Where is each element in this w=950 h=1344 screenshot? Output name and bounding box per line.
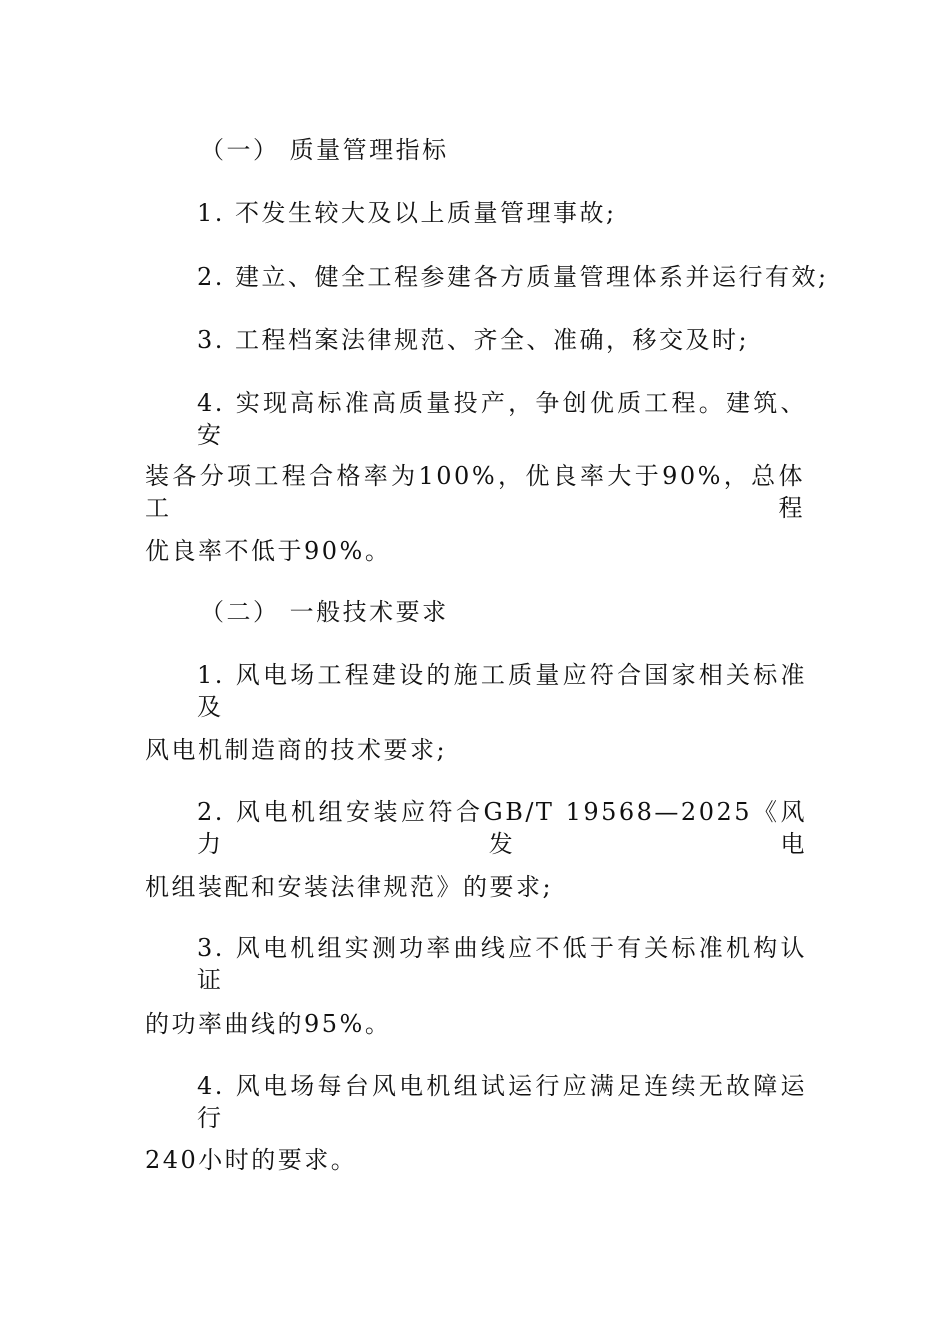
list-item-tech-2-line-1: 2. 风电机组安装应符合GB/T 19568—2025《风力发电 xyxy=(197,798,807,858)
list-item-quality-4-line-3: 优良率不低于90%。 xyxy=(145,537,392,565)
section-heading-quality: （一） 质量管理指标 xyxy=(200,136,449,164)
list-item-quality-1: 1. 不发生较大及以上质量管理事故; xyxy=(197,199,617,227)
list-item-quality-2: 2. 建立、健全工程参建各方质量管理体系并运行有效; xyxy=(197,263,829,291)
list-item-tech-4-line-2: 240小时的要求。 xyxy=(145,1146,358,1174)
list-item-tech-3-line-2: 的功率曲线的95%。 xyxy=(145,1010,392,1038)
list-item-quality-3: 3. 工程档案法律规范、齐全、准确，移交及时; xyxy=(197,326,750,354)
list-item-quality-4-line-2: 装各分项工程合格率为100%，优良率大于90%，总体工程 xyxy=(145,462,805,522)
list-item-tech-1-line-2: 风电机制造商的技术要求; xyxy=(145,736,448,764)
list-item-quality-4-line-1: 4. 实现高标准高质量投产，争创优质工程。建筑、安 xyxy=(197,389,807,449)
list-item-tech-1-line-1: 1. 风电场工程建设的施工质量应符合国家相关标准及 xyxy=(197,661,807,721)
list-item-tech-2-line-2: 机组装配和安装法律规范》的要求; xyxy=(145,873,554,901)
section-heading-technical: （二） 一般技术要求 xyxy=(200,598,449,626)
list-item-tech-3-line-1: 3. 风电机组实测功率曲线应不低于有关标准机构认证 xyxy=(197,934,807,994)
list-item-tech-4-line-1: 4. 风电场每台风电机组试运行应满足连续无故障运行 xyxy=(197,1072,807,1132)
